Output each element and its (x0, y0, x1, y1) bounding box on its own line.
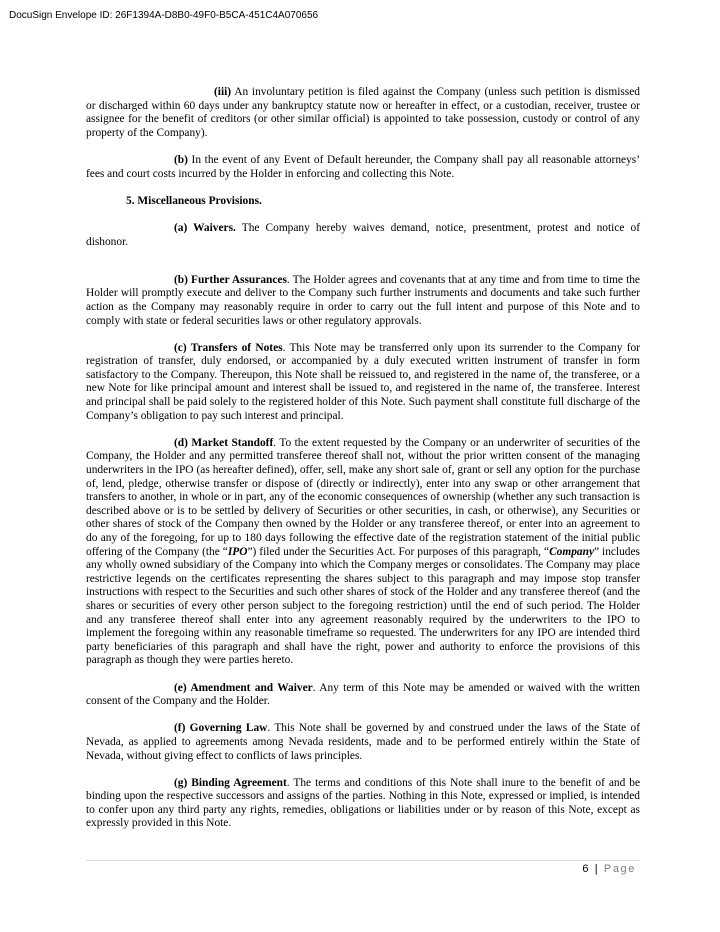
provision-label: (f) Governing Law (174, 722, 268, 735)
provision-text: ” includes any wholly owned subsidiary of the Company into which the Company merges or consolidates. The Company may place restrictive legends on the certificates representing the shares subject to this paragraph and may impose stop transfer instructions with respect to the Securities and such other shares of stock of the Holder and any transferee thereof (and the shares or securities of every other person subject to the foregoing restriction) until the end of such period. The Holder and any transferee thereof shall enter into any agreement reasonably required by the underwriters to the IPO to implement the foregoing within any reasonable timeframe so requested. The underwriters for any IPO are intended third party beneficiaries of this paragraph and shall have the right, power and authority to enforce the provisions of this paragraph as though they were parties hereto. (86, 545, 640, 667)
provision-text: . The terms and conditions of this Note shall inure to the benefit of and be binding upon the respective successors and assigns of the parties. Nothing in this Note, expressed or implied, is intended to confer upon any third party any rights, remedies, obligations or liabilities under or by reason of this Note, except as expressly provided in this Note. (86, 776, 640, 830)
provision-label: (g) Binding Agreement (174, 776, 287, 789)
page-label: Page (603, 863, 636, 875)
paragraph-text: In the event of any Event of Default hereunder, the Company shall pay all reasonable attorneys’ fees and court costs incurred by the Holder in enforcing and collecting this Note. (86, 153, 640, 180)
provision-text: . To the extent requested by the Company or an underwriter of securities of the Company, the Holder and any permitted transferee thereof shall not, without the prior written consent of the managing underwriters in the IPO (as hereafter defined), offer, sell, make any short sale of, grant or sell any option for the purchase of, lend, pledge, otherwise transfer or dispose of (directly or indirectly), enter into any swap or other arrangement that transfers to another, in whole or in part, any of the economic consequences of ownership (whether any such transaction is described above or is to be settled by delivery of Securities or other securities, in cash, or otherwise), any Securities or other shares of stock of the Company then owned by the Holder or any transferee thereof, or enter into an agreement to do any of the foregoing, for up to 180 days following the effective date of the registration statement of the initial public offering of the Company (the “ (86, 436, 641, 558)
provision-label: (e) Amendment and Waiver (174, 681, 313, 694)
page-footer (582, 863, 636, 875)
footer-divider (86, 860, 640, 861)
section-title: Miscellaneous Provisions. (137, 194, 262, 207)
provision-label: (b) Further Assurances (174, 273, 287, 286)
provision-label: (c) Transfers of Notes (174, 341, 283, 354)
defined-term-company: Company (549, 545, 594, 558)
provision-label: (a) Waivers. (174, 221, 236, 234)
paragraph-label: (b) (174, 153, 188, 166)
section-heading (86, 195, 640, 209)
paragraph-text: An involuntary petition is filed against the Company (unless such petition is dismissed or discharged within 60 days under any bankruptcy statute now or hereafter in effect, or a custodian, receiver, trustee or assignee for the benefit of creditors (or other similar official) is appointed to take possession, custody or control of any property of the Company). (86, 86, 640, 139)
provision-label: (d) Market Standoff (174, 436, 274, 449)
provision-binding-agreement (86, 777, 640, 831)
provision-text: . This Note may be transferred only upon its surrender to the Company for registration of transfer, duly endorsed, or accompanied by a duly executed written instrument of transfer in form satisfactory to the Company. Thereupon, this Note shall be reissued to, and registered in the name of, the transferee, or a new Note for like principal amount and interest shall be issued to, and registered in the name of, the transferee. Interest and principal shall be paid solely to the registered holder of this Note. Such payment shall constitute full discharge of the Company’s obligation to pay such interest and principal. (86, 341, 640, 422)
docusign-envelope-id: DocuSign Envelope ID: 26F1394A-D8B0-49F0-B5CA-451C4A070656 (9, 10, 319, 21)
provision-amendment-and-waiver (86, 682, 640, 709)
paragraph-iii (86, 86, 640, 140)
provision-text: ”) filed under the Securities Act. For purposes of this paragraph, “ (247, 545, 550, 558)
provision-transfers-of-notes (86, 342, 640, 424)
document-body (86, 86, 640, 845)
page-number: 6 (582, 863, 591, 875)
footer-separator: | (594, 863, 600, 875)
provision-governing-law (86, 722, 640, 763)
section-number: 5. (126, 194, 135, 207)
provision-text: . This Note shall be governed by and construed under the laws of the State of Nevada, as applied to agreements among Nevada residents, made and to be performed entirely within the State of Nevada, without giving effect to conflicts of laws principles. (86, 722, 640, 762)
provision-market-standoff (86, 437, 640, 668)
provision-text: . Any term of this Note may be amended or waived with the written consent of the Company and the Holder. (86, 681, 640, 708)
paragraph-label: (iii) (214, 86, 232, 98)
provision-waivers (86, 222, 640, 249)
provision-text: The Company hereby waives demand, notice, presentment, protest and notice of dishonor. (86, 221, 640, 248)
provision-text: . The Holder agrees and covenants that at any time and from time to time the Holder will promptly execute and deliver to the Company such further instruments and documents and take such further action as the Company may reasonably require in order to carry out the full intent and purpose of this Note and to comply with state or federal securities laws or other regulatory approvals. (86, 273, 640, 327)
provision-further-assurances (86, 274, 640, 328)
defined-term-ipo: IPO (227, 545, 248, 558)
paragraph-b-default (86, 154, 640, 181)
